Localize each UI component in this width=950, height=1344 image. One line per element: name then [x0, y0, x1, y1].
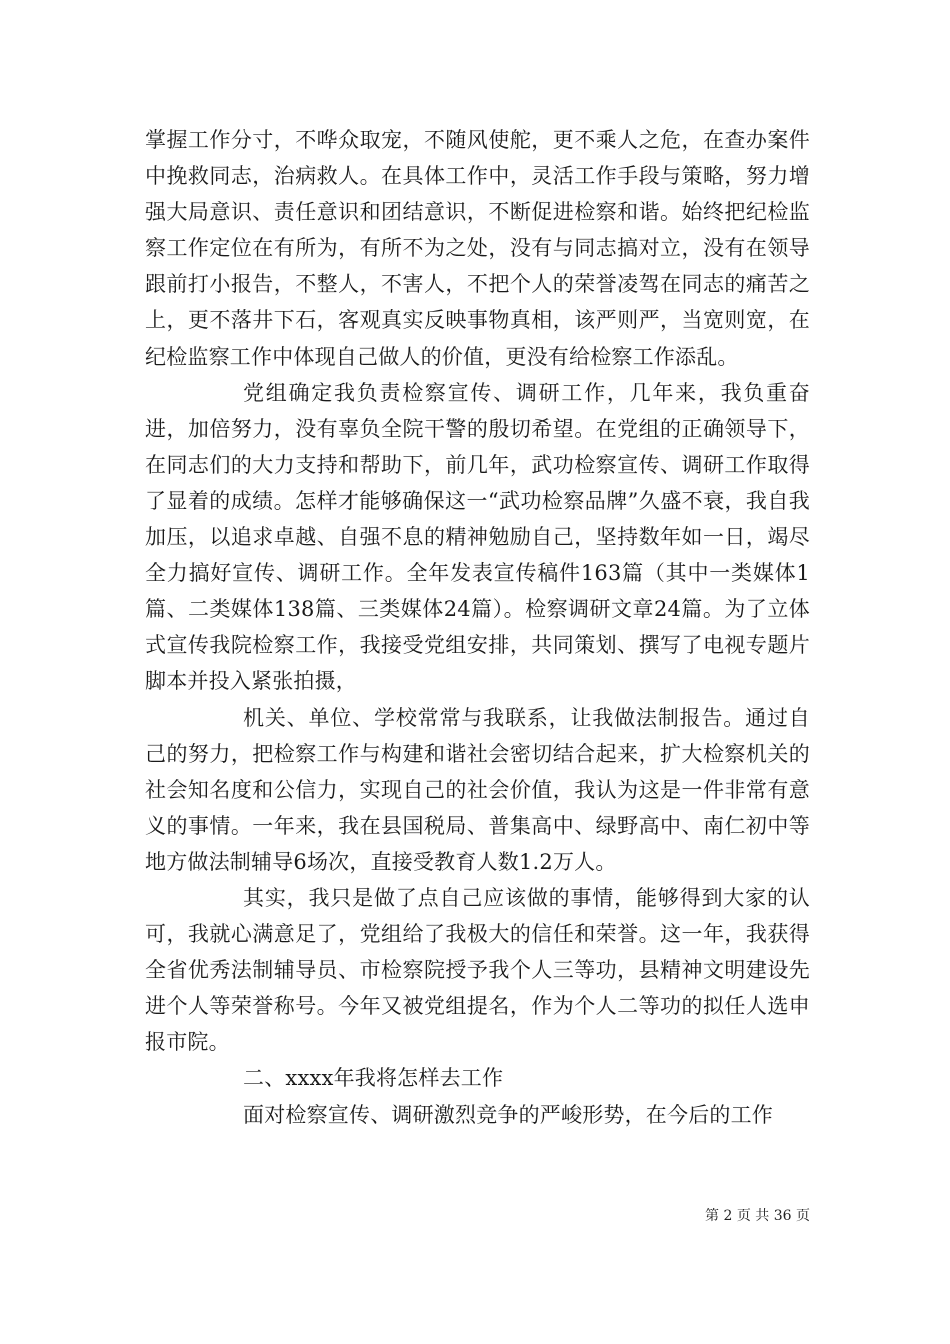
paragraph: 掌握工作分寸，不哗众取宠，不随风使舵，更不乘人之危，在查办案件中挽救同志，治病救人。在具体工作中，灵活工作手段与策略，努力增强大局意识、责任意识和团结意识，不断促进检察和谐。始终把纪检监察工作定位在有所为，有所不为之处，没有与同志搞对立，没有在领导跟前打小报告，不整人，不害人，不把个人的荣誉凌驾在同志的痛苦之上，更不落井下石，客观真实反映事物真相，该严则严，当宽则宽，在纪检监察工作中体现自己做人的价值，更没有给检察工作添乱。 [145, 128, 810, 369]
paragraph: 党组确定我负责检察宣传、调研工作，几年来，我负重奋进，加倍努力，没有辜负全院干警的殷切希望。在党组的正确领导下，在同志们的大力支持和帮助下，前几年，武功检察宣传、调研工作取得了显着的成绩。怎样才能够确保这一“武功检察品牌”久盛不衰，我自我加压，以追求卓越、自强不息的精神勉励自己，坚持数年如一日，竭尽全力搞好宣传、调研工作。全年发表宣传稿件163篇（其中一类媒体1篇、二类媒体138篇、三类媒体24篇）。检察调研文章24篇。为了立体式宣传我院检察工作，我接受党组安排，共同策划、撰写了电视专题片脚本并投入紧张拍摄， [145, 380, 810, 694]
paragraph: 其实，我只是做了点自己应该做的事情，能够得到大家的认可，我就心满意足了，党组给了我极大的信任和荣誉。这一年，我获得全省优秀法制辅导员、市检察院授予我个人三等功，县精神文明建设先进个人等荣誉称号。今年又被党组提名，作为个人二等功的拟任人选申报市院。 [145, 885, 810, 1055]
paragraph: 机关、单位、学校常常与我联系，让我做法制报告。通过自己的努力，把检察工作与构建和谐社会密切结合起来，扩大检察机关的社会知名度和公信力，实现自己的社会价值，我认为这是一件非常有意义的事情。一年来，我在县国税局、普集高中、绿野高中、南仁初中等地方做法制辅导6场次，直接受教育人数1.2万人。 [145, 705, 810, 874]
document-body [145, 122, 810, 1133]
section-heading: 二、xxxx年我将怎样去工作 [243, 1066, 504, 1091]
page-number-footer: 第 2 页 共 36 页 [705, 1208, 810, 1224]
paragraph: 面对检察宣传、调研激烈竞争的严峻形势，在今后的工作 [243, 1102, 773, 1127]
